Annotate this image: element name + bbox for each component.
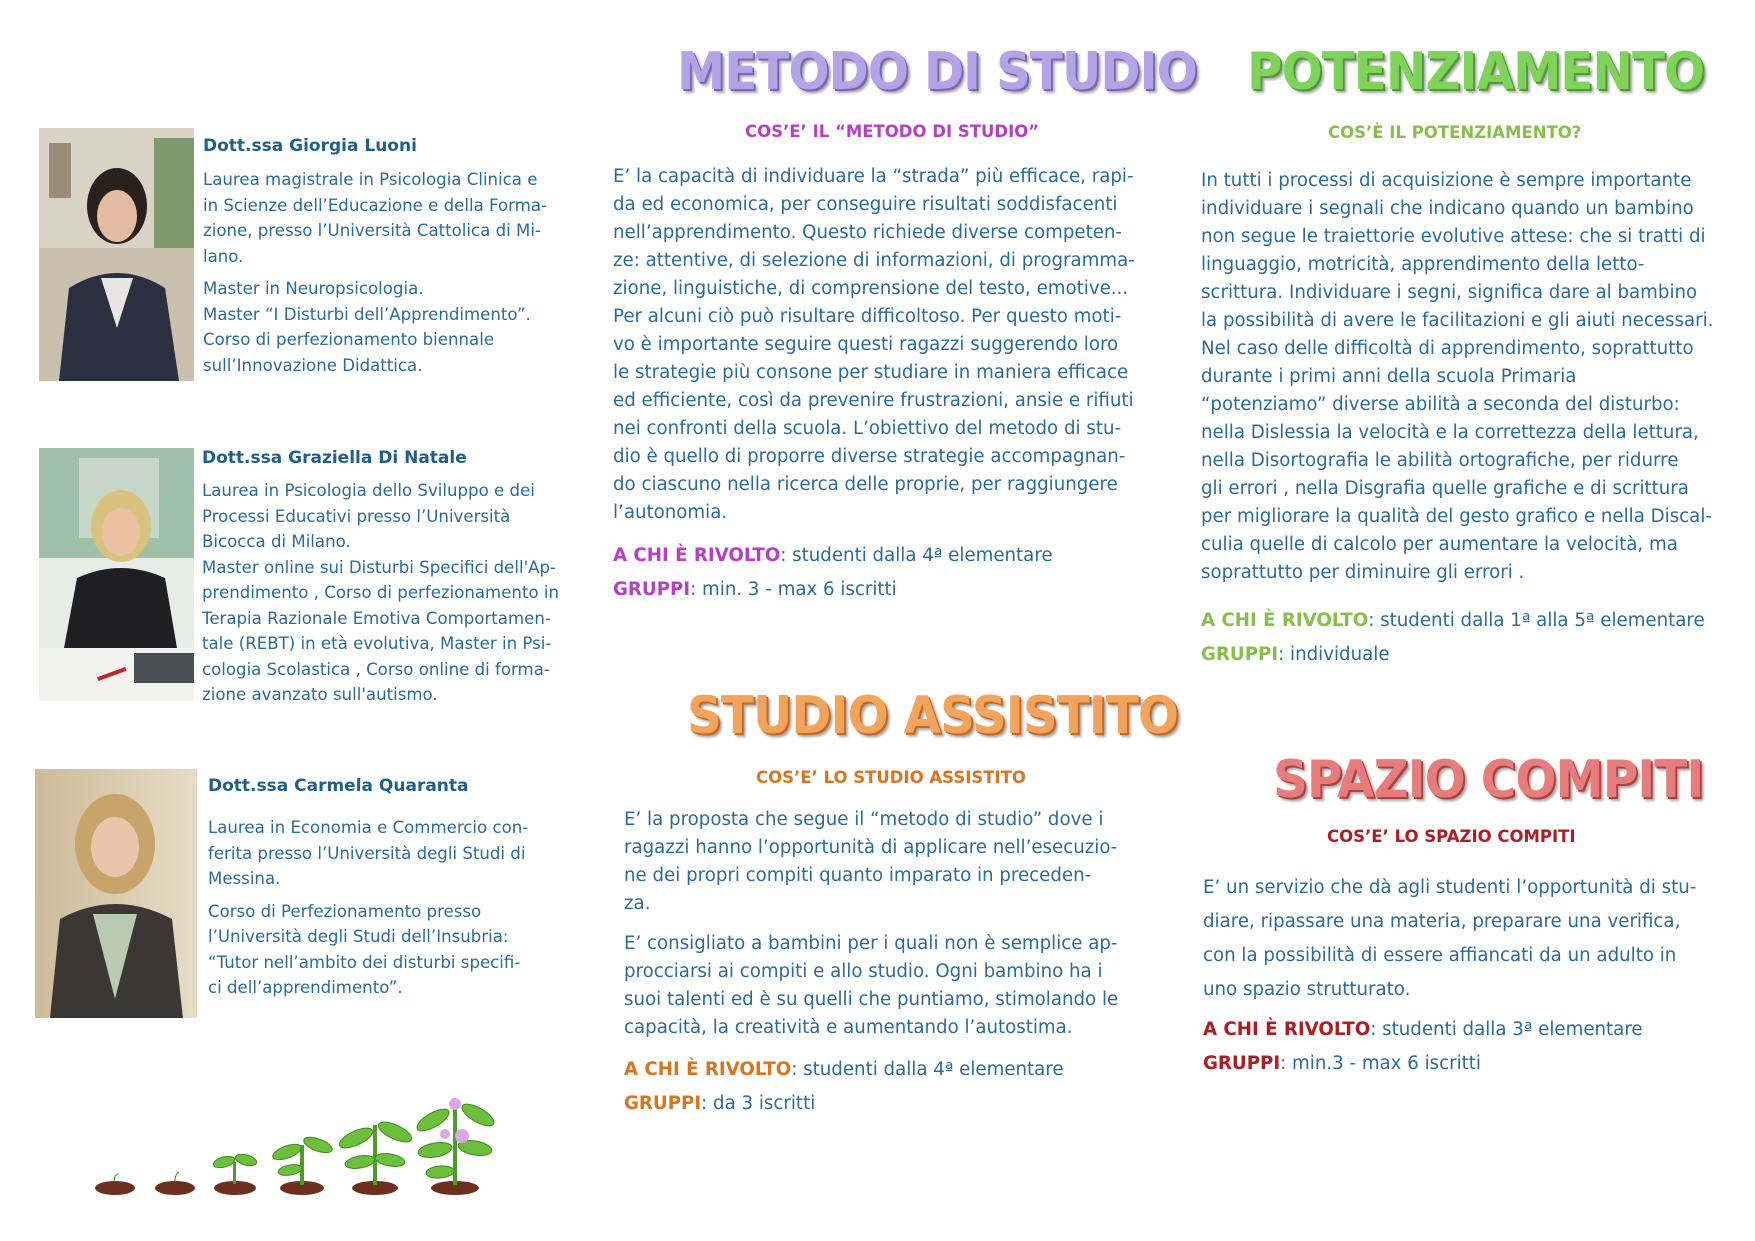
- spazio-title: SPAZIO COMPITI: [1273, 750, 1704, 810]
- desc-line: sull’Innovazione Didattica.: [203, 355, 423, 375]
- profile-name: Dott.ssa Giorgia Luoni: [203, 136, 417, 156]
- desc-line: prendimento , Corso di perfezionamento in: [202, 583, 560, 602]
- desc-line: zione, presso l’Università Cattolica di Mi-: [203, 221, 541, 240]
- text-line: E’ un servizio che dà agli studenti l’opportunità di stu-: [1203, 877, 1697, 898]
- text-line: In tutti i processi di acquisizione è sempre importante: [1201, 170, 1692, 191]
- potenziamento-info: [1201, 604, 1705, 672]
- text-line: nell’apprendimento. Questo richiede diverse competen-: [613, 222, 1122, 243]
- target-label: A CHI È RIVOLTO: [1201, 610, 1369, 631]
- target-row: [624, 1053, 1064, 1087]
- desc-line: Laurea magistrale in Psicologia Clinica e: [203, 170, 538, 189]
- desc-line: Bicocca di Milano.: [202, 532, 351, 551]
- text-line: ze: attentive, di selezione di informazioni, di programma-: [613, 250, 1135, 271]
- desc-line: Master online sui Disturbi Specifici dell'Ap-: [202, 557, 557, 577]
- groups-label: GRUPPI: [624, 1093, 702, 1114]
- text-line: zione, linguistiche, di comprensione del testo, emotive...: [613, 278, 1129, 299]
- text-line: vo è importante seguire questi ragazzi suggerendo loro: [613, 334, 1119, 355]
- groups-label: GRUPPI: [1201, 644, 1279, 665]
- desc-line: in Scienze dell’Educazione e della Forma-: [203, 195, 547, 215]
- groups-value: : min.3 - max 6 iscritti: [1280, 1053, 1481, 1074]
- spazio-subtitle: COS’E’ LO SPAZIO COMPITI: [1327, 827, 1576, 846]
- text-line: l’autonomia.: [613, 502, 728, 523]
- text-line: E’ la capacità di individuare la “strada” più efficace, rapi-: [613, 166, 1134, 187]
- text-line: individuare i segnali che indicano quando un bambino: [1201, 198, 1694, 219]
- text-line: soprattutto per diminuire gli errori .: [1201, 562, 1525, 583]
- desc-line: zione avanzato sull'autismo.: [202, 685, 438, 704]
- text-line: culia quelle di calcolo per aumentare la velocità, ma: [1201, 534, 1678, 555]
- photo-graziella-di-natale: [39, 448, 194, 701]
- text-line: gli errori , nella Disgrafia quelle grafiche e di scrittura: [1201, 478, 1689, 499]
- groups-row: [1201, 638, 1705, 672]
- text-line: suoi talenti ed è su quelli che puntiamo, stimolando le: [624, 989, 1119, 1010]
- groups-value: : individuale: [1278, 644, 1390, 665]
- text-line: E’ la proposta che segue il “metodo di studio” dove i: [624, 809, 1104, 830]
- target-label: A CHI È RIVOLTO: [1203, 1019, 1371, 1040]
- text-line: nei confronti della scuola. L’obiettivo del metodo di stu-: [613, 418, 1122, 439]
- metodo-subtitle: COS’E’ IL “METODO DI STUDIO”: [745, 122, 1040, 141]
- text-line: nella Dislessia la velocità e la correttezza della lettura,: [1201, 422, 1699, 443]
- text-line: non segue le traiettorie evolutive attese: che si tratti di: [1201, 226, 1706, 247]
- target-row: [1203, 1013, 1643, 1047]
- potenziamento-title: POTENZIAMENTO: [1247, 42, 1705, 102]
- target-value: : studenti dalla 3ª elementare: [1370, 1019, 1643, 1040]
- profile-name: Dott.ssa Carmela Quaranta: [208, 776, 469, 796]
- text-line: nella Disortografia le abilità ortografiche, per ridurre: [1201, 450, 1679, 471]
- text-line: dio è quello di proporre diverse strategie accompagnan-: [613, 446, 1126, 467]
- spazio-info: [1203, 1013, 1643, 1081]
- text-line: “potenziamo” diverse abilità a seconda del disturbo:: [1201, 394, 1680, 415]
- studio-description: [624, 806, 1118, 1042]
- text-line: diare, ripassare una materia, preparare una verifica,: [1203, 911, 1681, 932]
- desc-line: cologia Scolastica , Corso online di forma-: [202, 659, 550, 679]
- studio-subtitle: COS’E’ LO STUDIO ASSISTITO: [756, 768, 1026, 787]
- studio-title: STUDIO ASSISTITO: [687, 686, 1179, 746]
- target-row: [613, 539, 1053, 573]
- text-line: E’ consigliato a bambini per i quali non è semplice ap-: [624, 933, 1118, 954]
- desc-line: Master in Neuropsicologia.: [203, 279, 424, 298]
- photo-giorgia-luoni: [39, 128, 194, 381]
- profile-description: [208, 815, 528, 1001]
- text-line: con la possibilità di essere affiancati da un adulto in: [1203, 945, 1677, 966]
- spazio-description: [1203, 871, 1696, 1007]
- desc-line: Corso di perfezionamento biennale: [203, 330, 495, 349]
- profile-description: [202, 478, 559, 708]
- groups-row: [1203, 1047, 1643, 1081]
- text-line: procciarsi ai compiti e allo studio. Ogni bambino ha i: [624, 961, 1103, 982]
- text-line: ragazzi hanno l’opportunità di applicare nell’esecuzio-: [624, 837, 1118, 858]
- text-line: capacità, la creatività e aumentando l’autostima.: [624, 1017, 1073, 1038]
- text-line: Per alcuni ciò può risultare difficoltoso. Per questo moti-: [613, 306, 1122, 327]
- metodo-info: [613, 539, 1053, 607]
- text-line: scrittura. Individuare i segni, significa dare al bambino: [1201, 282, 1698, 303]
- text-line: linguaggio, motricità, apprendimento della letto-: [1201, 254, 1645, 275]
- text-line: per migliorare la qualità del gesto grafico e nella Discal-: [1201, 506, 1712, 527]
- target-label: A CHI È RIVOLTO: [624, 1059, 792, 1080]
- groups-row: [624, 1087, 1064, 1121]
- text-line: uno spazio strutturato.: [1203, 979, 1411, 1000]
- text-line: za.: [624, 893, 651, 914]
- profile-description: [203, 167, 547, 378]
- desc-line: Processi Educativi presso l’Università: [202, 506, 511, 526]
- text-line: la possibilità di avere le facilitazioni e gli aiuti necessari.: [1201, 310, 1714, 331]
- text-line: Nel caso delle difficoltà di apprendimento, soprattutto: [1201, 338, 1694, 359]
- text-line: ed efficiente, così da prevenire frustrazioni, ansie e rifiuti: [613, 390, 1134, 411]
- desc-line: l’Università degli Studi dell’Insubria:: [208, 927, 509, 946]
- desc-line: Terapia Razionale Emotiva Comportamen-: [202, 608, 551, 628]
- metodo-description: [613, 163, 1135, 527]
- groups-label: GRUPPI: [1203, 1053, 1281, 1074]
- potenziamento-subtitle: COS’È IL POTENZIAMENTO?: [1328, 123, 1582, 142]
- target-value: : studenti dalla 1ª alla 5ª elementare: [1368, 610, 1705, 631]
- groups-label: GRUPPI: [613, 579, 691, 600]
- text-line: durante i primi anni della scuola Primaria: [1201, 366, 1577, 387]
- groups-row: [613, 573, 1053, 607]
- desc-line: ferita presso l’Università degli Studi di: [208, 843, 526, 863]
- desc-line: Master “I Disturbi dell’Apprendimento”.: [203, 304, 531, 324]
- desc-line: Laurea in Psicologia dello Sviluppo e dei: [202, 481, 535, 500]
- desc-line: “Tutor nell’ambito dei disturbi specifi-: [208, 952, 521, 972]
- desc-line: Laurea in Economia e Commercio con-: [208, 818, 529, 837]
- text-line: le strategie più consone per studiare in maniera efficace: [613, 362, 1129, 383]
- plant-growth-illustration: [90, 1090, 500, 1195]
- profile-name: Dott.ssa Graziella Di Natale: [202, 448, 467, 468]
- photo-carmela-quaranta: [35, 769, 197, 1018]
- desc-line: tale (REBT) in età evolutiva, Master in Psi-: [202, 634, 552, 653]
- groups-value: : da 3 iscritti: [701, 1093, 816, 1114]
- text-line: ne dei propri compiti quanto imparato in preceden-: [624, 865, 1092, 886]
- target-row: [1201, 604, 1705, 638]
- desc-line: lano.: [203, 246, 244, 266]
- text-line: do ciascuno nella ricerca delle proprie, per raggiungere: [613, 474, 1118, 495]
- desc-line: Corso di Perfezionamento presso: [208, 901, 482, 921]
- studio-info: [624, 1053, 1064, 1121]
- desc-line: Messina.: [208, 869, 281, 888]
- groups-value: : min. 3 - max 6 iscritti: [690, 579, 897, 600]
- potenziamento-description: [1201, 167, 1713, 587]
- target-value: : studenti dalla 4ª elementare: [791, 1059, 1064, 1080]
- desc-line: ci dell’apprendimento”.: [208, 978, 403, 997]
- target-label: A CHI È RIVOLTO: [613, 545, 781, 566]
- target-value: : studenti dalla 4ª elementare: [780, 545, 1053, 566]
- metodo-title: METODO DI STUDIO: [677, 42, 1197, 102]
- text-line: da ed economica, per conseguire risultati soddisfacenti: [613, 194, 1118, 215]
